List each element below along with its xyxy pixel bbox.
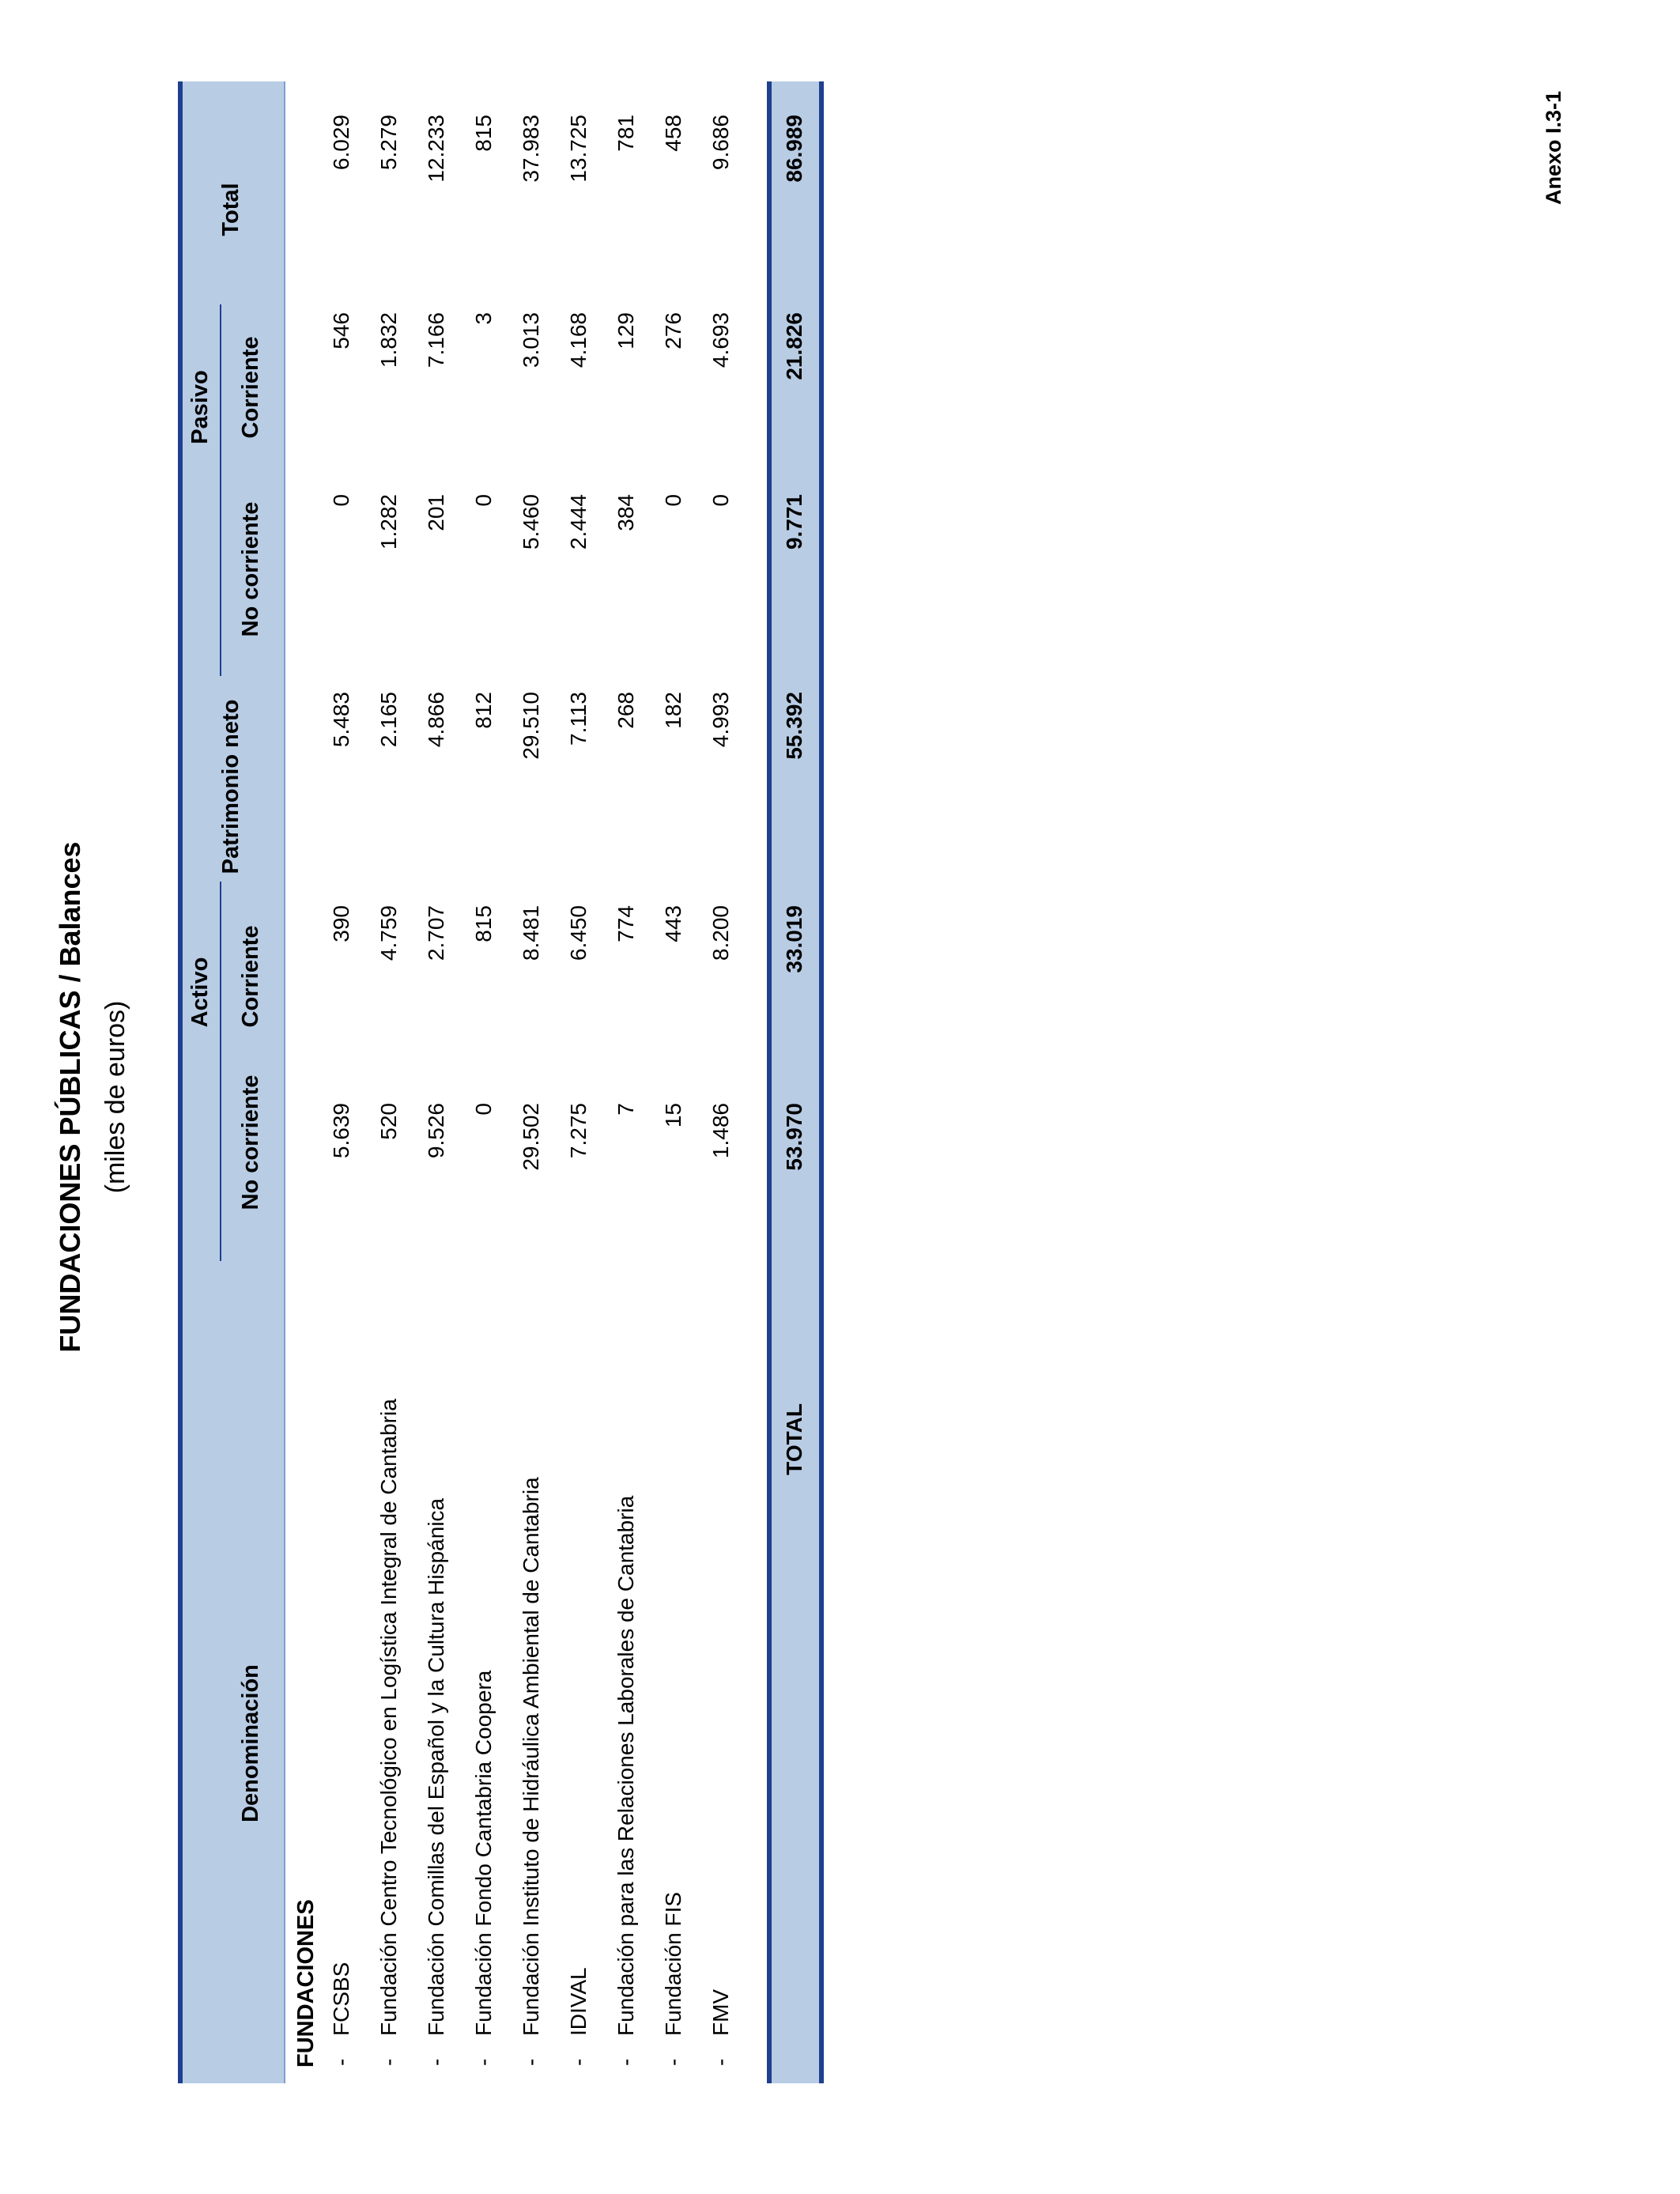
table-row xyxy=(329,81,375,2083)
row-value: 546 xyxy=(329,312,353,349)
row-value: 13.725 xyxy=(566,115,591,183)
row-value: 1.832 xyxy=(376,312,401,368)
annex-label: Anexo I.3-1 xyxy=(1542,91,1565,206)
group-activo: Activo xyxy=(187,957,213,1028)
row-value: 5.483 xyxy=(329,692,353,748)
total-row xyxy=(767,81,824,2083)
section-label: FUNDACIONES xyxy=(293,1899,319,2067)
row-value: 3 xyxy=(471,312,496,325)
row-value: 1.486 xyxy=(708,1103,733,1159)
table-body xyxy=(285,81,733,2083)
table-row xyxy=(613,81,659,2083)
row-value: 815 xyxy=(471,905,496,942)
row-name: Fundación para las Relaciones Laborales de Cantabria xyxy=(613,1495,638,2036)
row-value: 9.686 xyxy=(708,115,733,171)
row-value: 15 xyxy=(661,1103,685,1128)
row-value: 7.166 xyxy=(424,312,448,368)
table-row xyxy=(566,81,612,2083)
row-value: 443 xyxy=(661,905,685,942)
col-activo-corriente: Corriente xyxy=(238,925,263,1028)
row-value: 4.993 xyxy=(708,692,733,748)
row-value: 4.168 xyxy=(566,312,591,368)
row-value: 815 xyxy=(471,115,496,152)
row-value: 5.279 xyxy=(376,115,401,171)
total-value: 33.019 xyxy=(782,905,806,973)
row-name: Fundación Centro Tecnológico en Logística Integral de Cantabria xyxy=(376,1399,401,2036)
row-value: 812 xyxy=(471,692,496,729)
row-value: 9.526 xyxy=(424,1103,448,1159)
table-row xyxy=(376,81,422,2083)
row-value: 7.275 xyxy=(566,1103,591,1159)
row-value: 8.200 xyxy=(708,905,733,961)
row-name: Fundación FIS xyxy=(661,1891,685,2036)
group-activo-line xyxy=(220,882,221,1261)
row-bullet: - xyxy=(613,2058,638,2066)
group-pasivo-line xyxy=(220,304,221,676)
group-pasivo: Pasivo xyxy=(187,370,213,444)
table-row xyxy=(471,81,517,2083)
row-bullet: - xyxy=(566,2058,591,2066)
total-value: 9.771 xyxy=(782,494,806,550)
table-row xyxy=(519,81,564,2083)
row-value: 4.759 xyxy=(376,905,401,961)
row-value: 3.013 xyxy=(519,312,543,368)
row-value: 5.639 xyxy=(329,1103,353,1159)
row-value: 4.866 xyxy=(424,692,448,748)
table-header xyxy=(178,81,285,2083)
row-value: 2.444 xyxy=(566,494,591,550)
table-row xyxy=(661,81,707,2083)
balance-table xyxy=(178,81,826,2083)
row-value: 0 xyxy=(708,494,733,507)
row-value: 12.233 xyxy=(424,115,448,183)
col-denominacion: Denominación xyxy=(238,1664,263,1822)
row-value: 0 xyxy=(471,1103,496,1116)
row-value: 2.165 xyxy=(376,692,401,748)
total-value: 55.392 xyxy=(782,692,806,760)
row-value: 276 xyxy=(661,312,685,349)
row-value: 5.460 xyxy=(519,494,543,550)
row-value: 4.693 xyxy=(708,312,733,368)
row-value: 6.450 xyxy=(566,905,591,961)
row-value: 29.510 xyxy=(519,692,543,760)
row-value: 774 xyxy=(613,905,638,942)
row-value: 384 xyxy=(613,494,638,531)
row-value: 458 xyxy=(661,115,685,152)
row-value: 2.707 xyxy=(424,905,448,961)
row-bullet: - xyxy=(424,2058,448,2066)
row-name: FMV xyxy=(708,1988,733,2036)
col-pasivo-corriente: Corriente xyxy=(238,336,263,439)
col-total: Total xyxy=(218,183,244,236)
row-value: 7.113 xyxy=(566,692,591,746)
row-value: 0 xyxy=(329,494,353,507)
row-name: IDIVAL xyxy=(566,1967,591,2036)
row-value: 7 xyxy=(613,1103,638,1116)
row-value: 781 xyxy=(613,115,638,152)
row-value: 6.029 xyxy=(329,115,353,171)
row-value: 8.481 xyxy=(519,905,543,961)
row-bullet: - xyxy=(471,2058,496,2066)
row-value: 0 xyxy=(661,494,685,507)
total-value: 21.826 xyxy=(782,312,806,380)
total-value: 53.970 xyxy=(782,1103,806,1171)
row-value: 182 xyxy=(661,692,685,729)
table-row xyxy=(424,81,470,2083)
col-activo-no-corriente: No corriente xyxy=(238,1074,263,1210)
row-value: 520 xyxy=(376,1103,401,1140)
col-patrimonio-neto: Patrimonio neto xyxy=(218,699,244,874)
page-subtitle: (miles de euros) xyxy=(100,1000,130,1194)
row-name: Fundación Instituto de Hidráulica Ambiental de Cantabria xyxy=(519,1477,543,2036)
row-bullet: - xyxy=(519,2058,543,2066)
row-bullet: - xyxy=(376,2058,401,2066)
row-name: Fundación Fondo Cantabria Coopera xyxy=(471,1670,496,2036)
row-bullet: - xyxy=(708,2058,733,2066)
row-value: 268 xyxy=(613,692,638,729)
row-value: 1.282 xyxy=(376,494,401,550)
row-name: Fundación Comillas del Español y la Cultura Hispánica xyxy=(424,1497,448,2036)
row-value: 29.502 xyxy=(519,1103,543,1171)
row-value: 37.983 xyxy=(519,115,543,183)
row-value: 201 xyxy=(424,494,448,531)
table-row xyxy=(708,81,754,2083)
row-bullet: - xyxy=(329,2058,353,2066)
total-value: 86.989 xyxy=(782,115,806,183)
row-value: 129 xyxy=(613,312,638,349)
row-value: 390 xyxy=(329,905,353,942)
page-title: FUNDACIONES PÚBLICAS / Balances xyxy=(54,841,86,1353)
col-pasivo-no-corriente: No corriente xyxy=(238,501,263,637)
row-bullet: - xyxy=(661,2058,685,2066)
total-label: TOTAL xyxy=(782,1403,806,1475)
row-value: 0 xyxy=(471,494,496,507)
row-name: FCSBS xyxy=(329,1962,353,2036)
